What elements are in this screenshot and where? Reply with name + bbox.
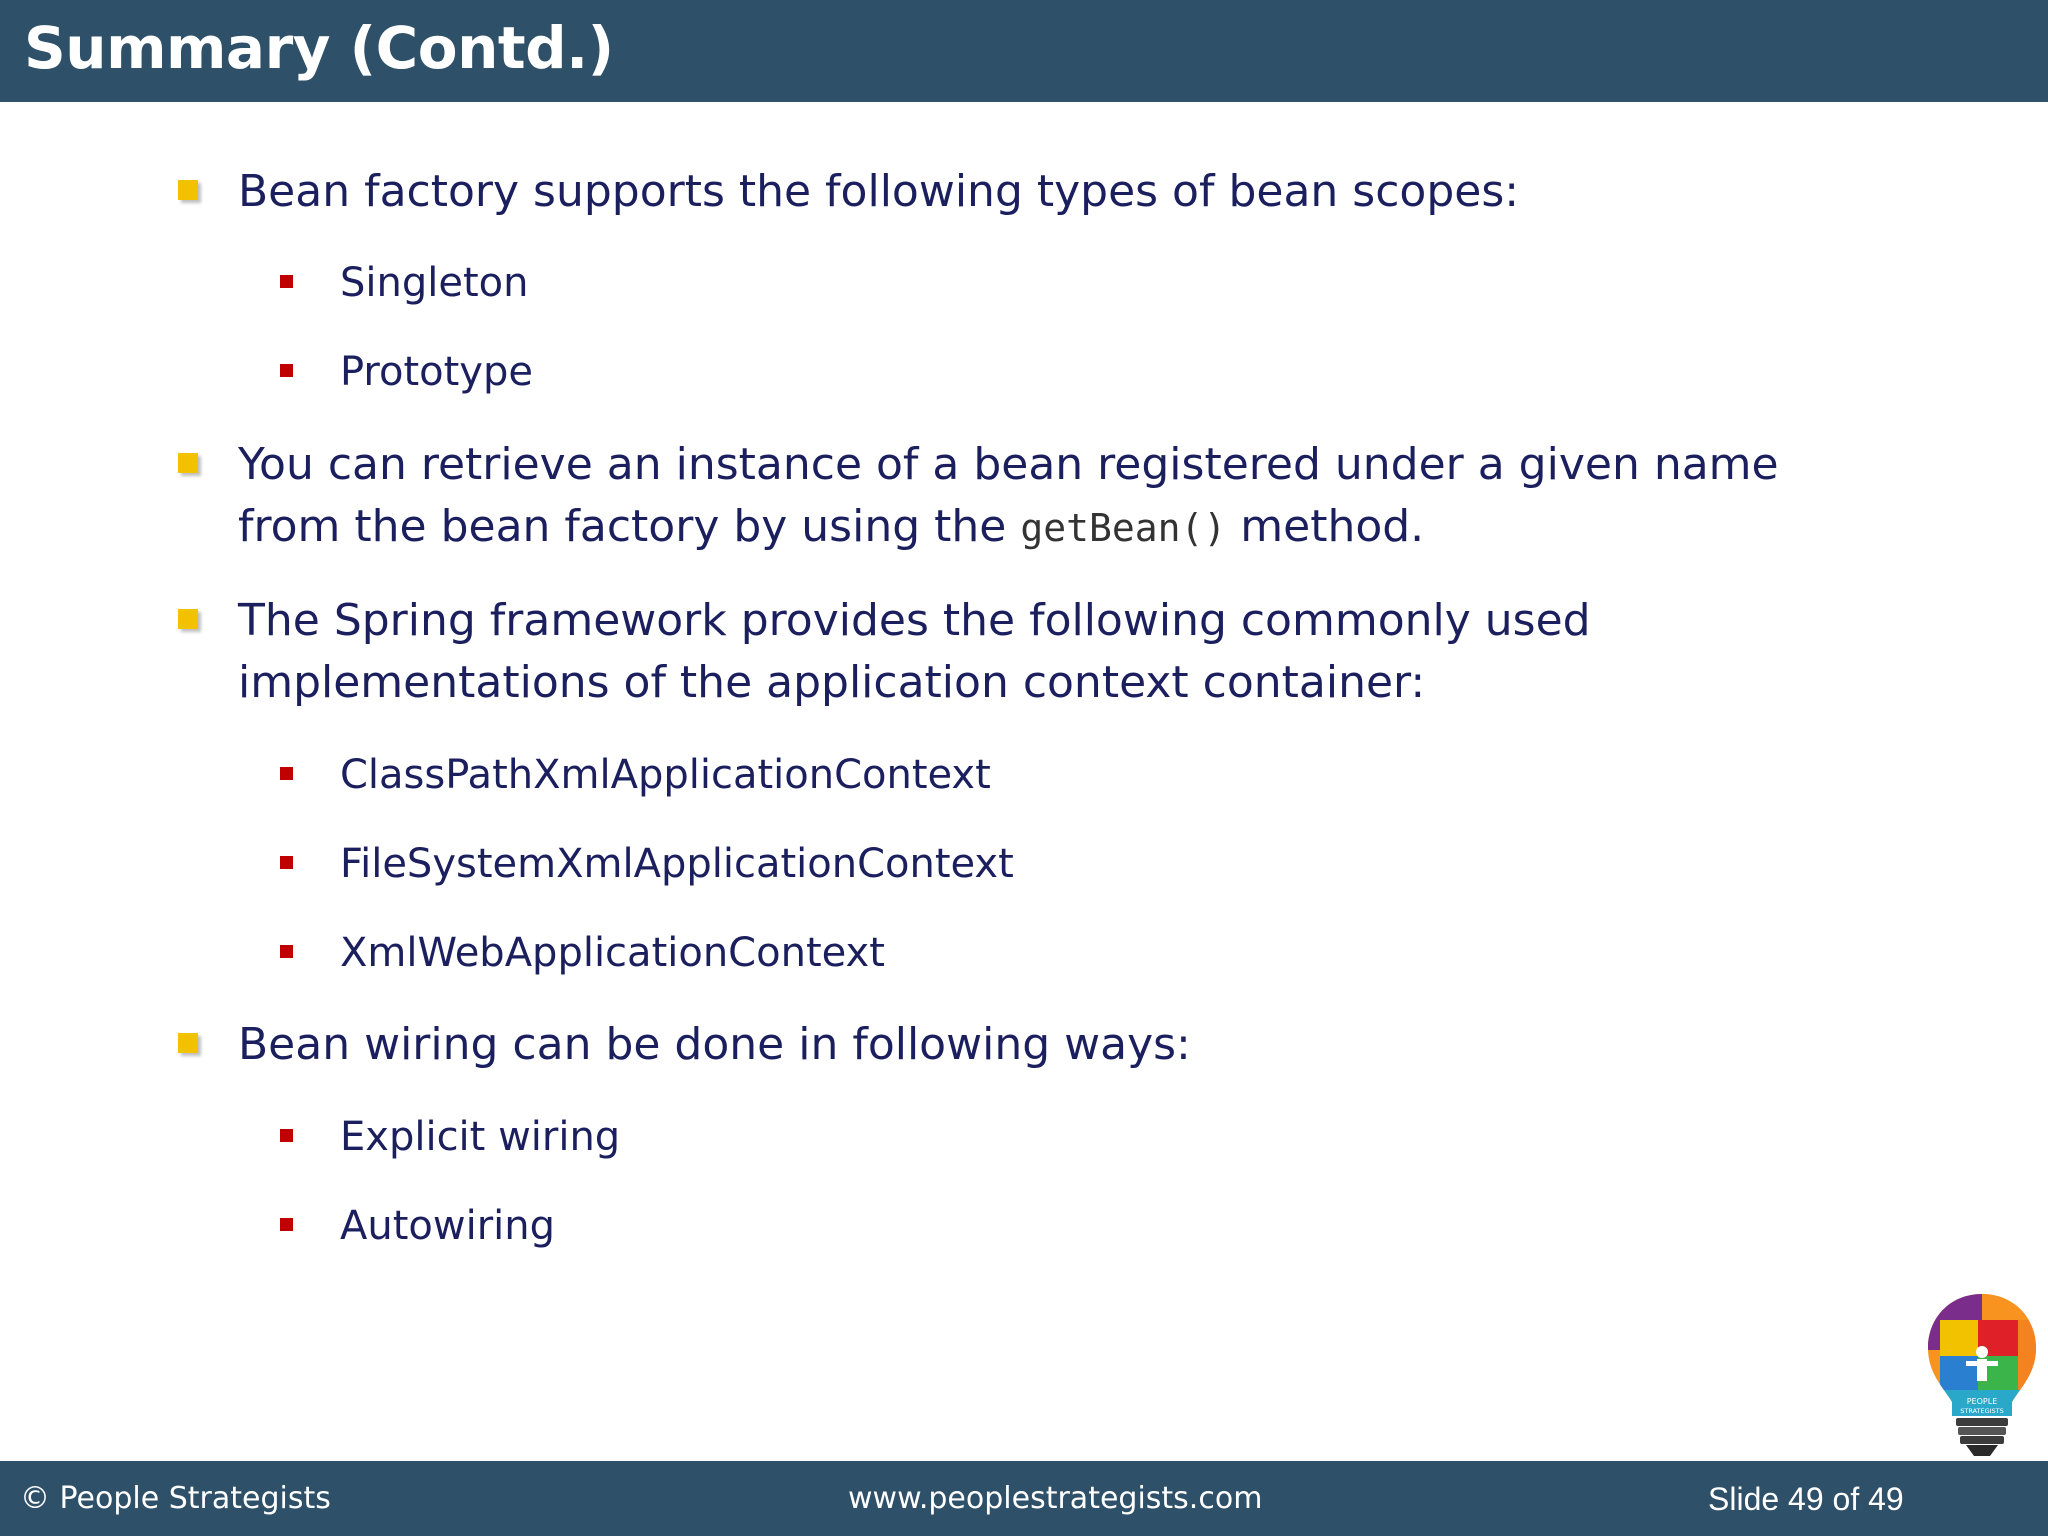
people-strategists-logo — [1922, 1290, 2042, 1462]
bullet-square-icon — [178, 453, 198, 473]
sub-bullet-square-icon — [280, 945, 293, 958]
bullet-app-context: The Spring framework provides the following commonly used implementations of the application context container: — [238, 590, 1938, 714]
sub-bullet-autowiring: Autowiring — [340, 1198, 1940, 1254]
logo-text-people: PEOPLE — [1966, 1397, 1998, 1406]
sub-bullet-square-icon — [280, 364, 293, 377]
logo-text-strategists: STRATEGISTS — [1960, 1407, 2004, 1415]
bullet-bean-wiring: Bean wiring can be done in following ways: — [238, 1014, 1998, 1076]
bullet-square-icon — [178, 1033, 198, 1053]
footer-copyright: © People Strategists — [20, 1481, 331, 1516]
title-bar — [0, 0, 2048, 102]
sub-bullet-square-icon — [280, 856, 293, 869]
footer-bar — [0, 1461, 2048, 1536]
bullet-square-icon — [178, 180, 198, 200]
sub-bullet-square-icon — [280, 767, 293, 780]
sub-bullet-square-icon — [280, 1218, 293, 1231]
footer-website: www.peoplestrategists.com — [848, 1481, 1263, 1516]
bullet-square-icon — [178, 609, 198, 629]
sub-bullet-xmlweb: XmlWebApplicationContext — [340, 925, 1940, 981]
sub-bullet-classpath: ClassPathXmlApplicationContext — [340, 747, 1940, 803]
sub-bullet-filesystem: FileSystemXmlApplicationContext — [340, 836, 1940, 892]
code-getbean: getBean() — [1020, 506, 1227, 550]
sub-bullet-square-icon — [280, 1129, 293, 1142]
sub-bullet-prototype: Prototype — [340, 344, 1940, 400]
sub-bullet-explicit: Explicit wiring — [340, 1109, 1940, 1165]
bullet-bean-scopes: Bean factory supports the following types of bean scopes: — [238, 161, 1998, 223]
sub-bullet-singleton: Singleton — [340, 255, 1940, 311]
bullet-getbean: You can retrieve an instance of a bean registered under a given name from the bean factory by using the getBean() method. — [238, 434, 1878, 559]
footer-slide-number: Slide 49 of 49 — [1708, 1481, 1904, 1517]
sub-bullet-square-icon — [280, 275, 293, 288]
slide-title: Summary (Contd.) — [24, 14, 614, 82]
